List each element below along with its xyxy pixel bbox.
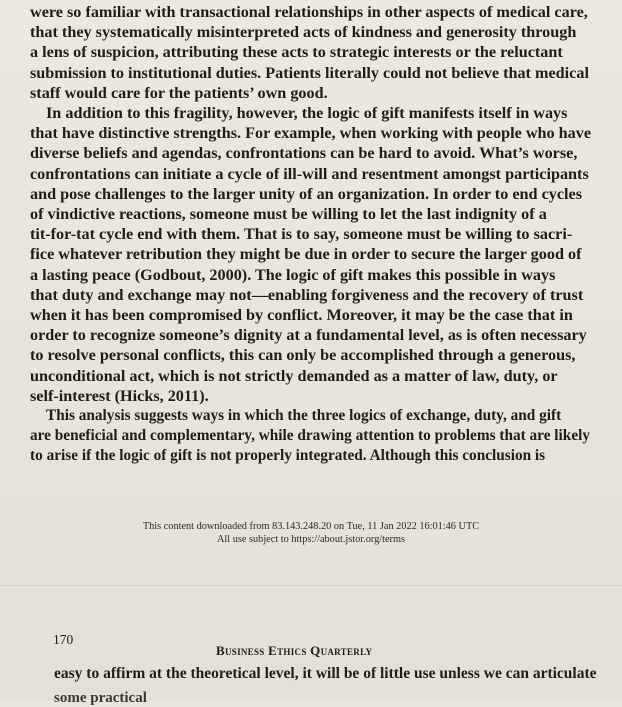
text-line: order to recognize someone’s dignity at a fundamental level, as is often necessary: [30, 326, 587, 345]
text-line: staff would care for the patients’ own good.: [30, 83, 328, 102]
text-line: In addition to this fragility, however, the logic of gift manifests itself in ways: [46, 104, 568, 123]
text-line: that have distinctive strengths. For example, when working with people who have: [30, 124, 592, 143]
text-line: when it has been compromised by conflict. Moreover, it may be the case that in: [30, 306, 573, 325]
page-number: 170: [53, 632, 74, 647]
text-line: to resolve personal conflicts, this can only be accomplished through a generous,: [30, 346, 576, 365]
paragraph-2: [30, 103, 602, 406]
text-line: to arise if the logic of gift is not properly integrated. Although this conclusion is: [30, 447, 546, 465]
text-line: unconditional act, which is not strictly demanded as a matter of law, duty, or: [30, 366, 558, 385]
next-page-text-cut: some practical: [54, 690, 147, 706]
text-line: of vindictive reactions, someone must be willing to let the last indignity of a: [30, 205, 547, 224]
paragraph-3: [30, 406, 602, 467]
body-text: [30, 2, 602, 467]
text-line: and pose challenges to the larger unity of an organization. In order to end cycles: [30, 184, 583, 203]
download-info: This content downloaded from 83.143.248.20 on Tue, 11 Jan 2022 16:01:46 UTC: [142, 521, 480, 532]
text-line: are beneficial and complementary, while drawing attention to problems that are likely: [30, 427, 591, 445]
page-divider: [0, 585, 622, 586]
text-line: confrontations can initiate a cycle of ill-will and resentment amongst participants: [30, 164, 589, 183]
terms-link[interactable]: All use subject to https://about.jstor.org/terms: [216, 533, 405, 545]
text-line: submission to institutional duties. Patients literally could not believe that medical: [30, 63, 589, 82]
text-line: that they systematically misinterpreted acts of kindness and generosity through: [30, 23, 577, 42]
next-page-text: easy to affirm at the theoretical level, it will be of little use unless we can articulate: [54, 665, 597, 682]
running-head: Business Ethics Quarterly: [216, 643, 373, 658]
text-line: that duty and exchange may not—enabling forgiveness and the recovery of trust: [30, 285, 584, 304]
text-line: fice whatever retribution they might be due in order to secure the larger good of: [30, 245, 582, 264]
text-line: diverse beliefs and agendas, confrontations can be hard to avoid. What’s worse,: [30, 144, 578, 163]
text-line: self-interest (Hicks, 2011).: [30, 386, 209, 405]
text-line: a lasting peace (Godbout, 2000). The logic of gift makes this possible in ways: [30, 265, 556, 284]
text-line: were so familiar with transactional relationships in other aspects of medical care,: [30, 3, 588, 21]
download-notice: [0, 521, 622, 546]
text-line: a lens of suspicion, attributing these acts to strategic interests or the reluctant: [30, 43, 563, 62]
text-line: tit-for-tat cycle end with them. That is to say, someone must be willing to sacri-: [30, 225, 573, 244]
paragraph-1: [30, 2, 602, 103]
text-line: This analysis suggests ways in which the three logics of exchange, duty, and gift: [46, 407, 562, 425]
